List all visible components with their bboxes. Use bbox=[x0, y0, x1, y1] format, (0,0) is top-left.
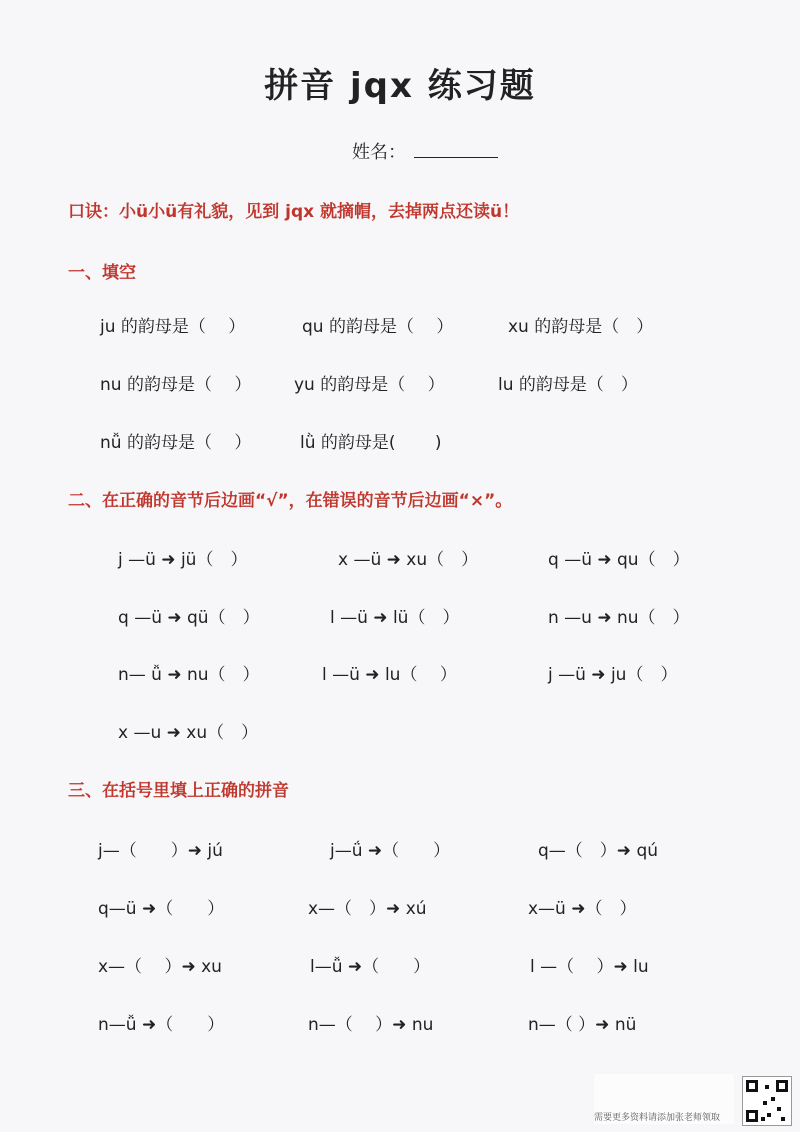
judge-item: n —u ➜ nu（ ） bbox=[548, 608, 690, 628]
fill-pinyin-item: q—ü ➜（ ） bbox=[98, 899, 225, 919]
judge-item: q —ü ➜ qu（ ） bbox=[548, 550, 690, 570]
fill-pinyin-item: x—（ ）➜ xu bbox=[98, 957, 222, 977]
fill-item: nu 的韵母是（ ） bbox=[100, 375, 252, 395]
fill-pinyin-item: n—（ ）➜ nü bbox=[528, 1015, 637, 1035]
fill-pinyin-item: j—（ ）➜ jú bbox=[98, 841, 223, 861]
fill-pinyin-item: l —（ ）➜ lu bbox=[530, 957, 649, 977]
judge-item: j —ü ➜ ju（ ） bbox=[548, 665, 678, 685]
fill-pinyin-item: x—（ ）➜ xú bbox=[308, 899, 427, 919]
name-blank-line[interactable] bbox=[414, 157, 498, 158]
fill-pinyin-item: n—（ ）➜ nu bbox=[308, 1015, 434, 1035]
fill-pinyin-item: q—（ ）➜ qú bbox=[538, 841, 659, 861]
judge-item: q —ü ➜ qü（ ） bbox=[118, 608, 260, 628]
judge-item: x —u ➜ xu（ ） bbox=[118, 723, 259, 743]
page-title: 拼音 jqx 练习题 bbox=[264, 66, 536, 106]
mnemonic: 口诀：小ü小ü有礼貌，见到 jqx 就摘帽，去掉两点还读ü！ bbox=[68, 202, 520, 222]
fill-pinyin-item: x—ü ➜（ ） bbox=[528, 899, 637, 919]
fill-item: qu 的韵母是（ ） bbox=[302, 317, 454, 337]
fill-item: xu 的韵母是（ ） bbox=[508, 317, 654, 337]
judge-item: l —ü ➜ lü（ ） bbox=[330, 608, 460, 628]
fill-pinyin-item: n—ǚ ➜（ ） bbox=[98, 1015, 225, 1035]
qr-code-icon[interactable] bbox=[742, 1076, 792, 1126]
fill-item: lu 的韵母是（ ） bbox=[498, 375, 638, 395]
fill-item: yu 的韵母是（ ） bbox=[294, 375, 445, 395]
judge-item: x —ü ➜ xu（ ） bbox=[338, 550, 479, 570]
judge-item: n— ǚ ➜ nu（ ） bbox=[118, 665, 260, 685]
fill-pinyin-item: l—ǚ ➜（ ） bbox=[310, 957, 431, 977]
section3-heading: 三、在括号里填上正确的拼音 bbox=[68, 781, 289, 801]
fill-pinyin-item: j—ǘ ➜（ ） bbox=[330, 841, 451, 861]
promo-text: 需要更多资料请添加张老师领取 bbox=[594, 1113, 721, 1123]
judge-item: j —ü ➜ jü（ ） bbox=[118, 550, 248, 570]
name-label: 姓名： bbox=[352, 142, 406, 163]
section2-heading: 二、在正确的音节后边画“√”，在错误的音节后边画“×”。 bbox=[68, 491, 513, 511]
fill-item: lǜ 的韵母是( ) bbox=[300, 433, 442, 453]
section1-heading: 一、填空 bbox=[68, 263, 136, 283]
fill-item: ju 的韵母是（ ） bbox=[100, 317, 246, 337]
judge-item: l —ü ➜ lu（ ） bbox=[322, 665, 457, 685]
fill-item: nǚ 的韵母是（ ） bbox=[100, 433, 252, 453]
